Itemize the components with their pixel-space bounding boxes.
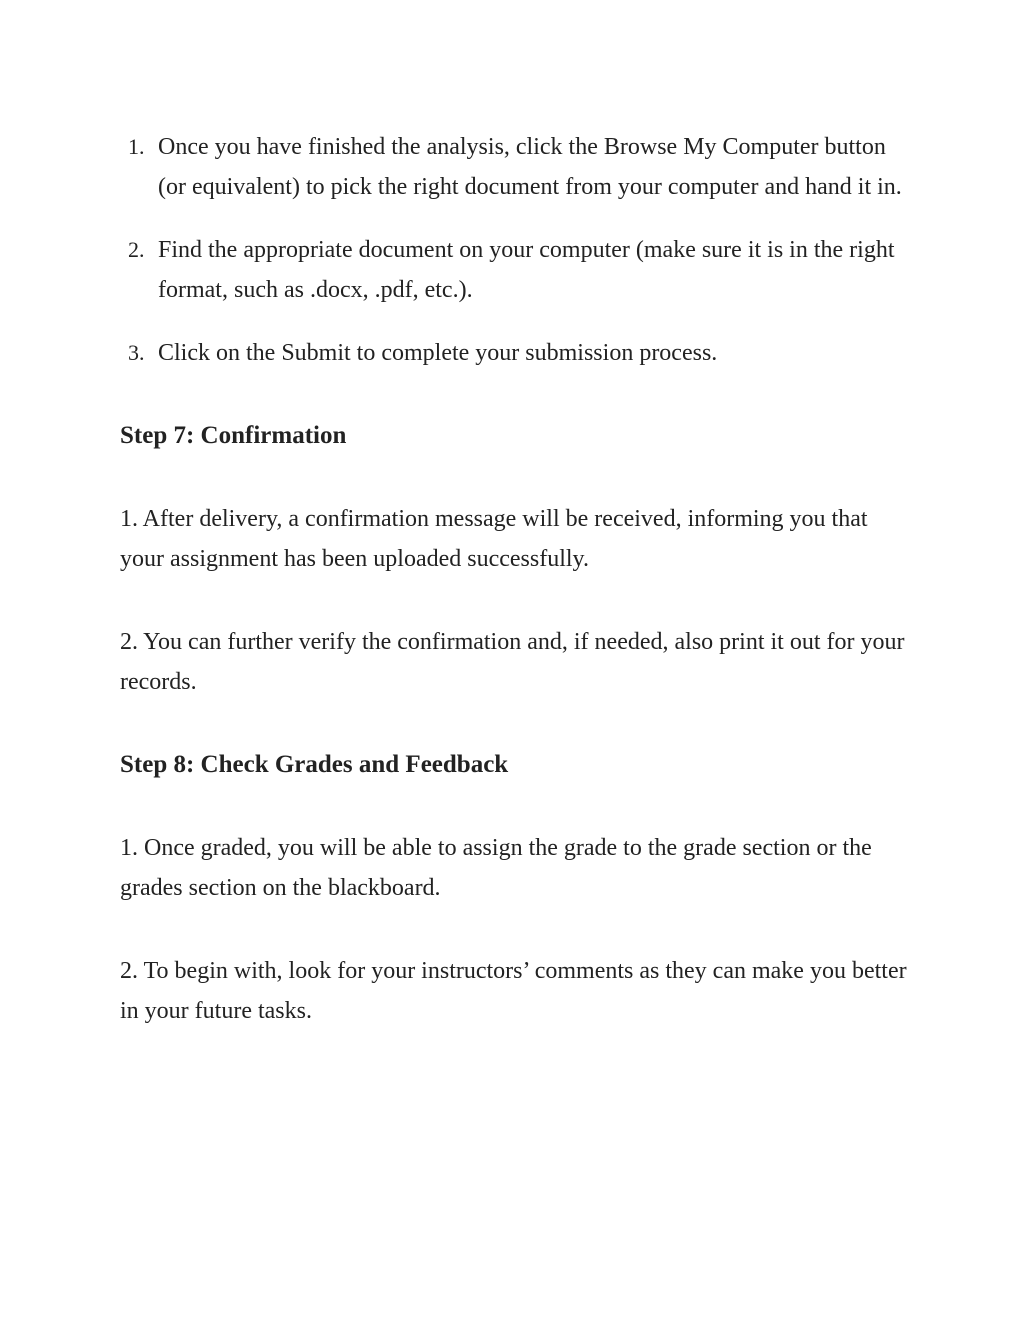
list-item-number: 2. bbox=[128, 237, 145, 262]
step-7-paragraph-2: 2. You can further verify the confirmation and, if needed, also print it out for your records. bbox=[120, 629, 905, 695]
submission-steps-list bbox=[120, 127, 910, 373]
step-8-heading: Step 8: Check Grades and Feedback bbox=[120, 751, 509, 778]
list-item-text: Once you have finished the analysis, click the Browse My Computer button (or equivalent) to pick the right document from your computer and hand it in. bbox=[158, 134, 902, 200]
step-8-paragraph-1: 1. Once graded, you will be able to assign the grade to the grade section or the grades section on the blackboard. bbox=[120, 835, 872, 901]
list-item bbox=[120, 127, 910, 207]
list-item-number: 1. bbox=[128, 134, 145, 159]
step-7-paragraph-1: 1. After delivery, a confirmation message will be received, informing you that your assignment has been uploaded successfully. bbox=[120, 506, 868, 572]
step-8-paragraph-2: 2. To begin with, look for your instructors’ comments as they can make you better in your future tasks. bbox=[120, 958, 907, 1024]
step-7-heading: Step 7: Confirmation bbox=[120, 422, 347, 449]
list-item bbox=[120, 230, 910, 310]
list-item-text: Find the appropriate document on your computer (make sure it is in the right format, such as .docx, .pdf, etc.). bbox=[158, 237, 895, 303]
list-item-number: 3. bbox=[128, 340, 145, 365]
document-content bbox=[120, 127, 910, 1031]
list-item-text: Click on the Submit to complete your submission process. bbox=[158, 340, 718, 366]
list-item bbox=[120, 333, 910, 373]
